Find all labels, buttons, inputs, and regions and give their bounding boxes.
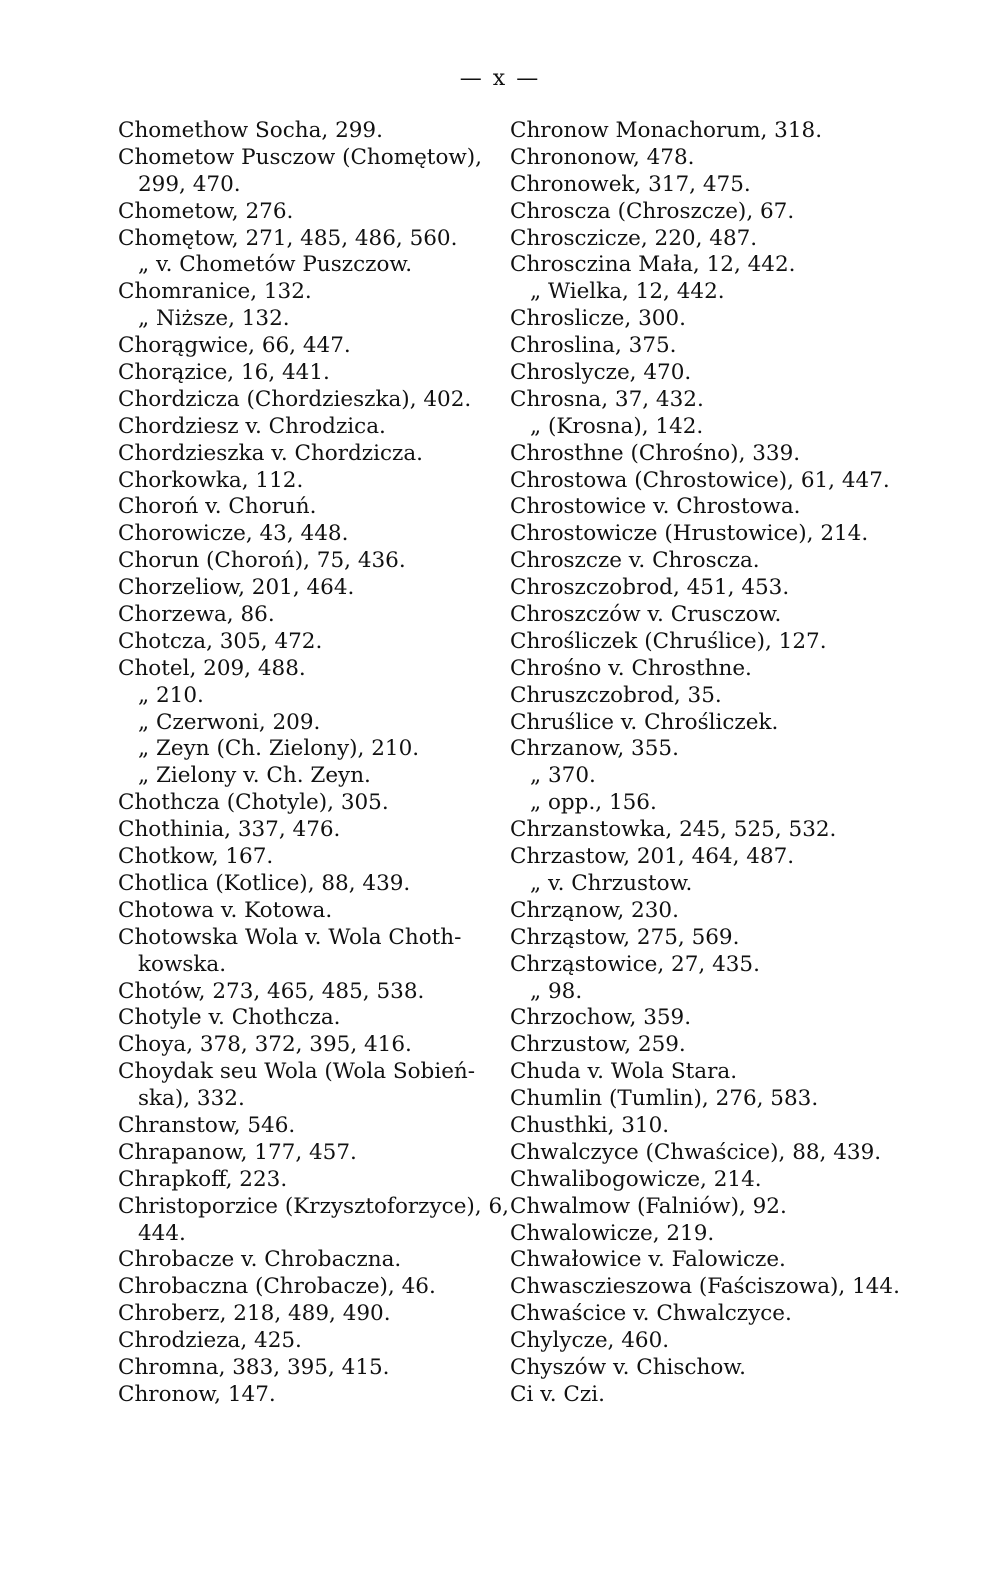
index-entry: Chrosna, 37, 432. bbox=[510, 386, 704, 412]
index-entry: Chromna, 383, 395, 415. bbox=[118, 1354, 390, 1380]
index-entry: Chronowek, 317, 475. bbox=[510, 171, 751, 197]
index-entry: Chroslina, 375. bbox=[510, 333, 677, 359]
index-entry: „ v. Chometów Puszczow. bbox=[138, 252, 413, 278]
index-entry: Chometow Pusczow (Chomętow), bbox=[118, 144, 483, 170]
index-entry: Chotów, 273, 465, 485, 538. bbox=[118, 978, 425, 1004]
index-entry: Chwasczieszowa (Faściszowa), 144. bbox=[510, 1274, 900, 1300]
index-entry: Chothinia, 337, 476. bbox=[118, 817, 341, 843]
index-entry: Chordzieszka v. Chordzicza. bbox=[118, 440, 424, 466]
index-entry: ska), 332. bbox=[138, 1086, 245, 1112]
index-entry: Chordziesz v. Chrodzica. bbox=[118, 413, 386, 439]
index-entry: Chrząstowice, 27, 435. bbox=[510, 951, 760, 977]
index-entry: Chordzicza (Chordzieszka), 402. bbox=[118, 386, 472, 412]
index-entry: Chranstow, 546. bbox=[118, 1112, 296, 1138]
index-entry: Chrodzieza, 425. bbox=[118, 1328, 302, 1354]
index-entry: Chroslycze, 470. bbox=[510, 360, 692, 386]
index-entry: Chwalowicze, 219. bbox=[510, 1220, 715, 1246]
index-entry: Chroszcze v. Chroscza. bbox=[510, 548, 760, 574]
index-entry: Choydak seu Wola (Wola Sobień- bbox=[118, 1059, 476, 1085]
index-entry: Chrobaczna (Chrobacze), 46. bbox=[118, 1274, 436, 1300]
index-entry: „ Czerwoni, 209. bbox=[138, 709, 321, 735]
index-entry: Chorzeliow, 201, 464. bbox=[118, 575, 355, 601]
index-entry: Chotlica (Kotlice), 88, 439. bbox=[118, 870, 411, 896]
index-entry: Chruślice v. Chrośliczek. bbox=[510, 709, 779, 735]
index-entry: Chrostowicze (Hrustowice), 214. bbox=[510, 521, 869, 547]
index-entry: Chrobacze v. Chrobaczna. bbox=[118, 1247, 402, 1273]
index-entry: Chrostowice v. Chrostowa. bbox=[510, 494, 801, 520]
index-entry: „ Wielka, 12, 442. bbox=[530, 279, 725, 305]
index-entry: „ Zielony v. Ch. Zeyn. bbox=[138, 763, 371, 789]
index-entry: 299, 470. bbox=[138, 171, 241, 197]
index-entry: Choroń v. Choruń. bbox=[118, 494, 317, 520]
index-entry: Chwalibogowicze, 214. bbox=[510, 1166, 762, 1192]
index-entry: Chrapkoff, 223. bbox=[118, 1166, 288, 1192]
index-entry: Chothcza (Chotyle), 305. bbox=[118, 790, 389, 816]
index-entry: Chotyle v. Chothcza. bbox=[118, 1005, 341, 1031]
index-entry: Chrzastow, 201, 464, 487. bbox=[510, 844, 795, 870]
index-entry: Choya, 378, 372, 395, 416. bbox=[118, 1032, 412, 1058]
index-entry: Chrzustow, 259. bbox=[510, 1032, 686, 1058]
index-entry: Chrzanstowka, 245, 525, 532. bbox=[510, 817, 837, 843]
index-entry: Chrośliczek (Chruślice), 127. bbox=[510, 628, 827, 654]
index-entry: Chrosczicze, 220, 487. bbox=[510, 225, 758, 251]
index-entry: Chorowicze, 43, 448. bbox=[118, 521, 349, 547]
index-entry: Chomranice, 132. bbox=[118, 279, 312, 305]
index-entry: „ 370. bbox=[530, 763, 596, 789]
index-column-right bbox=[510, 118, 900, 1409]
index-entry: Chrząnow, 230. bbox=[510, 897, 679, 923]
index-entry: Chrostowa (Chrostowice), 61, 447. bbox=[510, 467, 890, 493]
index-entry: Chorązice, 16, 441. bbox=[118, 360, 330, 386]
index-entry: Chotowa v. Kotowa. bbox=[118, 897, 333, 923]
index-entry: Chuda v. Wola Stara. bbox=[510, 1059, 738, 1085]
page-number-header: — x — bbox=[459, 66, 541, 91]
index-entry: Chrosczina Mała, 12, 442. bbox=[510, 252, 796, 278]
index-entry: Chotcza, 305, 472. bbox=[118, 628, 323, 654]
index-entry: Ci v. Czi. bbox=[510, 1381, 605, 1407]
index-entry: Chumlin (Tumlin), 276, 583. bbox=[510, 1086, 819, 1112]
index-entry: Chomethow Socha, 299. bbox=[118, 118, 383, 143]
index-entry: Chrzochow, 359. bbox=[510, 1005, 692, 1031]
index-entry: Chorun (Choroń), 75, 436. bbox=[118, 548, 406, 574]
index-entry: Chwaścice v. Chwalczyce. bbox=[510, 1301, 792, 1327]
index-entry: Chrzanow, 355. bbox=[510, 736, 679, 762]
index-entry: „ opp., 156. bbox=[530, 790, 657, 816]
index-entry: Christoporzice (Krzysztoforzyce), 6, bbox=[118, 1193, 509, 1219]
index-entry: Chyszów v. Chischow. bbox=[510, 1354, 746, 1380]
index-entry: Chwalczyce (Chwaścice), 88, 439. bbox=[510, 1139, 882, 1165]
index-entry: Chroszczów v. Crusczow. bbox=[510, 602, 782, 628]
index-entry: Chwałowice v. Falowicze. bbox=[510, 1247, 786, 1273]
index-entry: kowska. bbox=[138, 951, 227, 977]
index-entry: Chorzewa, 86. bbox=[118, 602, 275, 628]
index-entry: Chrapanow, 177, 457. bbox=[118, 1139, 357, 1165]
index-entry: Chorągwice, 66, 447. bbox=[118, 333, 351, 359]
index-entry: Chrosthne (Chrośno), 339. bbox=[510, 440, 801, 466]
index-entry: Chronow Monachorum, 318. bbox=[510, 118, 823, 143]
index-entry: Chotel, 209, 488. bbox=[118, 655, 306, 681]
index-column-left bbox=[118, 118, 509, 1409]
index-entry: Chotkow, 167. bbox=[118, 844, 274, 870]
index-entry: Chroscza (Chroszcze), 67. bbox=[510, 198, 795, 224]
index-entry: Chrząstow, 275, 569. bbox=[510, 924, 740, 950]
index-entry: „ 210. bbox=[138, 682, 204, 708]
index-entry: Chylycze, 460. bbox=[510, 1328, 670, 1354]
index-entry: „ Zeyn (Ch. Zielony), 210. bbox=[138, 736, 420, 762]
index-entry: Chroslicze, 300. bbox=[510, 306, 686, 332]
index-entry: Chroszczobrod, 451, 453. bbox=[510, 575, 790, 601]
index-entry: Chroberz, 218, 489, 490. bbox=[118, 1301, 391, 1327]
index-entry: Chwalmow (Falniów), 92. bbox=[510, 1193, 787, 1219]
index-entry: Chruszczobrod, 35. bbox=[510, 682, 722, 708]
index-entry: Chrononow, 478. bbox=[510, 144, 695, 170]
index-entry: „ 98. bbox=[530, 978, 583, 1004]
index-entry: Chotowska Wola v. Wola Choth- bbox=[118, 924, 462, 950]
index-entry: Chomętow, 271, 485, 486, 560. bbox=[118, 225, 458, 251]
index-entry: Chorkowka, 112. bbox=[118, 467, 304, 493]
index-entry: Chusthki, 310. bbox=[510, 1112, 670, 1138]
index-entry: 444. bbox=[138, 1220, 186, 1246]
index-entry: „ Niższe, 132. bbox=[138, 306, 290, 332]
index-entry: Chometow, 276. bbox=[118, 198, 294, 224]
index-entry: Chrośno v. Chrosthne. bbox=[510, 655, 752, 681]
index-entry: „ v. Chrzustow. bbox=[530, 870, 693, 896]
index-entry: Chronow, 147. bbox=[118, 1381, 276, 1407]
index-entry: „ (Krosna), 142. bbox=[530, 413, 704, 439]
